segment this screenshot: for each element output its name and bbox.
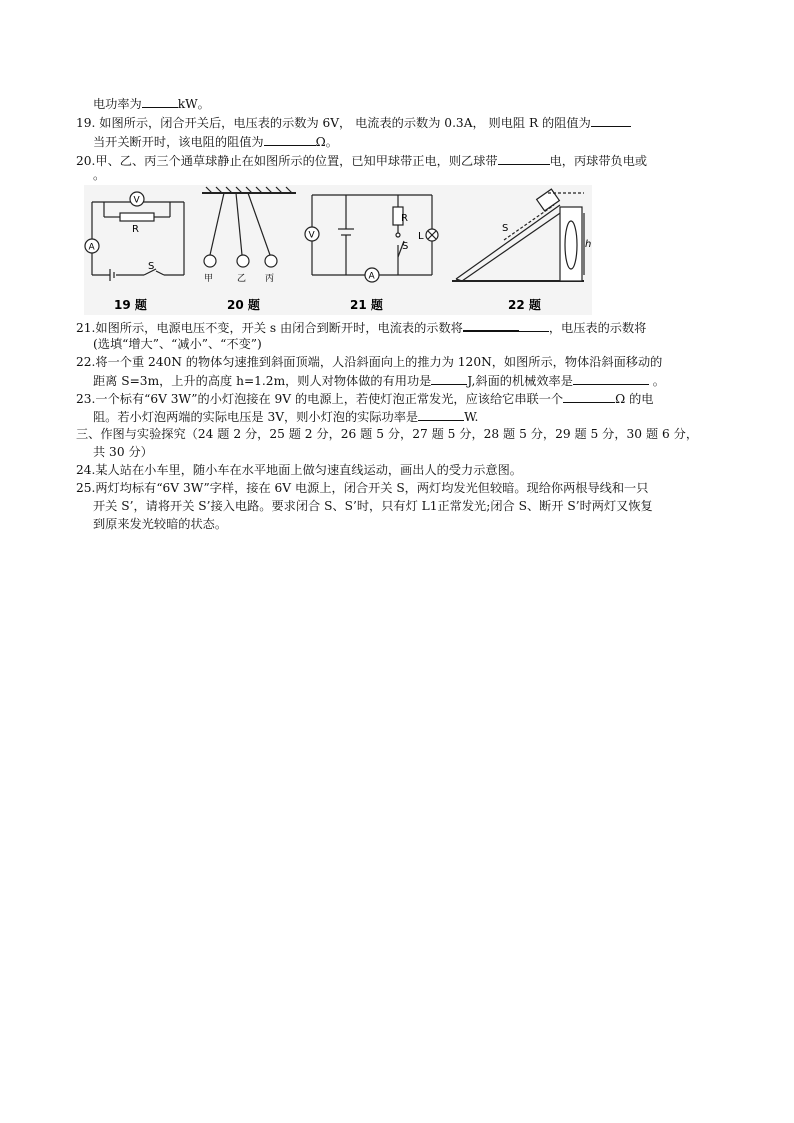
- q22-blank-1[interactable]: [431, 372, 467, 385]
- q23-text-2b: W.: [464, 410, 479, 424]
- section3-text-2: 共 30 分）: [93, 445, 153, 459]
- q18-unit: kW。: [177, 97, 210, 111]
- fig22-slope-label: S: [502, 223, 509, 234]
- q21-blank-1b[interactable]: [519, 319, 549, 332]
- q23-blank-2[interactable]: [418, 408, 464, 421]
- fig19-caption: 19 题: [114, 298, 147, 312]
- section3-line2: [93, 444, 153, 462]
- q18-blank[interactable]: [142, 95, 178, 108]
- fig19-ammeter-label: A: [88, 242, 95, 253]
- q20-text-mid: 电，丙球带负电或: [549, 154, 648, 168]
- q23-blank-1[interactable]: [563, 390, 615, 403]
- q25-text-3: 到原来发光较暗的状态。: [93, 517, 228, 531]
- q20-line2: [93, 167, 105, 185]
- section3-text-1: 三、作图与实验探究（24 题 2 分，25 题 2 分，26 题 5 分，27 题 5 分，28 题 5 分，29 题 5 分，30 题 6 分，: [76, 427, 699, 441]
- q24-line1: [76, 462, 522, 480]
- q20-text-2: 。: [93, 168, 106, 182]
- fig21-caption: 21 题: [350, 298, 383, 312]
- q22-blank-2[interactable]: [573, 372, 649, 385]
- q19-blank-2[interactable]: [264, 133, 316, 146]
- fig19-resistor-label: R: [132, 224, 139, 235]
- q21-line2: [93, 336, 262, 354]
- q19-unit: Ω。: [315, 135, 338, 149]
- q22-text-2a: 距离 S=3m，上升的高度 h=1.2m，则人对物体做的有用功是: [93, 374, 432, 388]
- fig21-lamp-label: L: [418, 231, 424, 242]
- q25-text-2: 开关 S’，请将开关 S’接入电路。要求闭合 S、S’时，只有灯 L1正常发光;闭合 S、断开 S’时两灯又恢复: [93, 499, 653, 513]
- q20-text-1: 20.甲、乙、丙三个通草球静止在如图所示的位置，已知甲球带正电，则乙球带: [76, 154, 498, 168]
- q23-text-1a: 23.一个标有“6V 3W”的小灯泡接在 9V 的电源上，若使灯泡正常发光，应该给它串联一个: [76, 392, 564, 406]
- q25-line3: [93, 516, 227, 534]
- q19-blank-1[interactable]: [591, 114, 631, 127]
- q23-line2: [93, 408, 478, 427]
- fig20-ball-1: 甲: [204, 274, 214, 284]
- q22-text-1: 22.将一个重 240N 的物体匀速推到斜面顶端，人沿斜面向上的推力为 120N，如图所示，物体沿斜面移动的: [76, 355, 663, 369]
- q25-line2: [93, 498, 653, 516]
- q18-text: 电功率为: [93, 97, 142, 111]
- fig19-voltmeter-label: V: [133, 195, 140, 206]
- q21-text-1b: ，电压表的示数将: [548, 321, 647, 335]
- q21-line1: [76, 318, 646, 338]
- fig20-caption: 20 题: [227, 298, 260, 312]
- q23-text-2a: 阻。若小灯泡两端的实际电压是 3V，则小灯泡的实际功率是: [93, 410, 419, 424]
- q22-line2: [93, 372, 665, 391]
- q23-text-1b: Ω 的电: [615, 392, 654, 406]
- q24-text-1: 24.某人站在小车里，随小车在水平地面上做匀速直线运动，画出人的受力示意图。: [76, 463, 522, 477]
- q25-line1: [76, 480, 648, 498]
- fig21-ammeter-label: A: [368, 271, 375, 282]
- q23-line1: [76, 390, 653, 409]
- q25-text-1: 25.两灯均标有“6V 3W”字样，接在 6V 电源上，闭合开关 S，两灯均发光但较暗。现给你两根导线和一只: [76, 481, 649, 495]
- q19-line2: [93, 133, 338, 152]
- q22-line1: [76, 354, 662, 372]
- section3-line1: [76, 426, 698, 444]
- q19-text-1: 19. 如图所示，闭合开关后，电压表的示数为 6V， 电流表的示数为 0.3A， 则电阻 R 的阻值为: [76, 116, 591, 130]
- fig21-resistor-label: R: [401, 213, 408, 224]
- q22-text-2c: 。: [652, 374, 665, 388]
- fig22-height-label: h: [585, 239, 592, 250]
- q21-text-2: (选填“增大”、“减小”、“不变”): [93, 337, 262, 351]
- q19-text-2: 当开关断开时，该电阻的阻值为: [93, 135, 264, 149]
- q21-text-1a: 21.如图所示，电源电压不变，开关 s 由闭合到断开时，电流表的示数将: [76, 321, 463, 335]
- fig21-switch-label: S: [402, 241, 409, 252]
- q21-blank-1[interactable]: [463, 318, 519, 332]
- fig21-voltmeter-label: V: [308, 230, 315, 241]
- fig20-ball-3: 丙: [265, 274, 275, 284]
- q18-tail: [93, 95, 210, 114]
- fig19-switch-label: S: [148, 261, 155, 272]
- figures-svg: [84, 185, 592, 315]
- q20-line1: [76, 152, 647, 171]
- fig20-ball-2: 乙: [237, 274, 247, 284]
- fig22-caption: 22 题: [508, 298, 541, 312]
- q20-blank-1[interactable]: [498, 152, 550, 165]
- figures-strip: [84, 185, 592, 315]
- q22-text-2b: J,斜面的机械效率是: [467, 374, 573, 388]
- q19-line1: [76, 114, 631, 133]
